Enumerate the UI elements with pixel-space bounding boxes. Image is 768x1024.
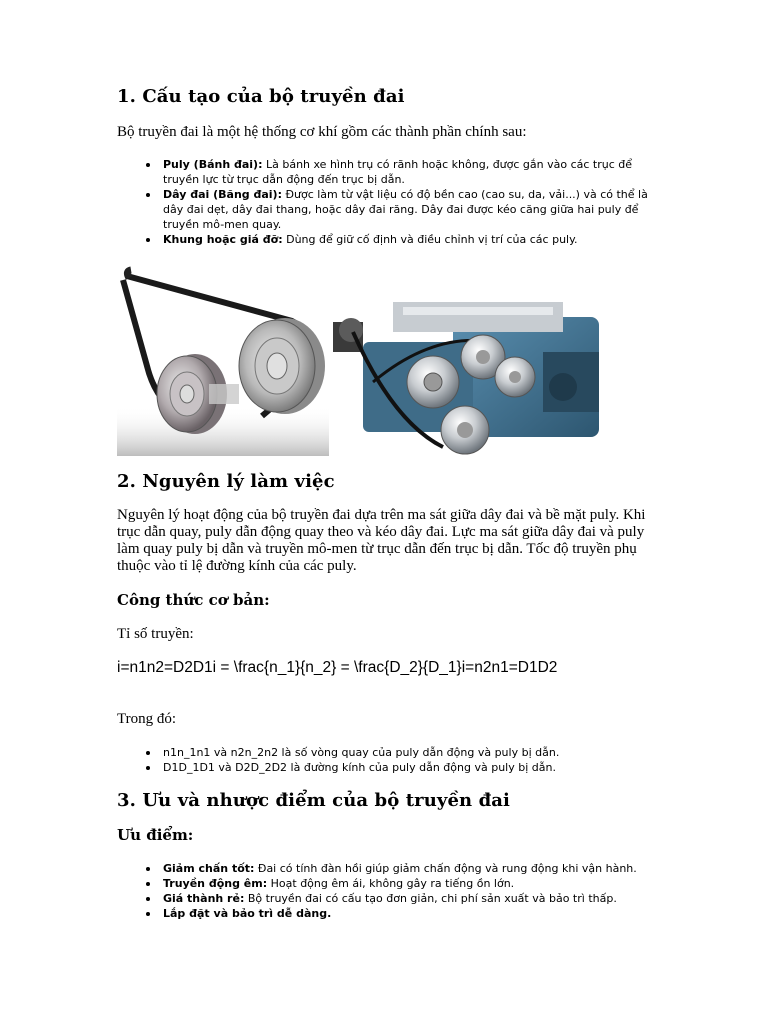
formula-heading: Công thức cơ bản:: [117, 591, 270, 609]
list-item: [143, 232, 663, 247]
item-term: Giá thành rẻ:: [163, 892, 245, 905]
ratio-formula: i=n1n2=D2D1i = \frac{n_1}{n_2} = \frac{D_2}{D_1}i=n2n1=D1D2: [117, 659, 558, 676]
item-term: Khung hoặc giá đỡ:: [163, 233, 283, 246]
item-term: Dây đai (Băng đai):: [163, 188, 282, 201]
item-term: Giảm chấn tốt:: [163, 862, 255, 875]
list-item: [143, 187, 663, 232]
belt-pulley-illustration: [117, 266, 329, 456]
item-term: Lắp đặt và bảo trì dễ dàng.: [163, 907, 332, 920]
section-1-heading: 1. Cấu tạo của bộ truyền đai: [117, 86, 405, 107]
components-list: [143, 157, 663, 247]
ratio-label: Tỉ số truyền:: [117, 626, 194, 642]
advantages-list: [143, 861, 663, 921]
advantages-heading: Ưu điểm:: [117, 826, 194, 844]
item-text: Bộ truyền đai có cấu tạo đơn giản, chi phí sản xuất và bảo trì thấp.: [244, 892, 617, 905]
item-term: Puly (Bánh đai):: [163, 158, 263, 171]
item-text: Hoạt động êm ái, không gây ra tiếng ồn lớn.: [267, 877, 515, 890]
where-label: Trong đó:: [117, 711, 177, 727]
section-2-body: Nguyên lý hoạt động của bộ truyền đai dựa trên ma sát giữa dây đai và bề mặt puly. Khi trục dẫn quay, puly dẫn động quay theo và kéo dây đai. Lực ma sát giữa dây đai và puly làm quay puly bị dẫn và truyền mô-men từ trục dẫn đến trục bị dẫn. Tốc độ truyền phụ thuộc vào tỉ lệ đường kính của các puly.: [117, 507, 646, 574]
list-item: [143, 891, 663, 906]
item-text: Đai có tính đàn hồi giúp giảm chấn động và rung động khi vận hành.: [254, 862, 637, 875]
section-2-heading: 2. Nguyên lý làm việc: [117, 471, 335, 492]
item-text: Là bánh xe hình trụ có rãnh hoặc không, được gắn vào các trục để truyền lực từ trục dẫn động đến trục bị dẫn.: [163, 158, 633, 186]
section-3-heading: 3. Ưu và nhược điểm của bộ truyền đai: [117, 790, 510, 811]
list-item: [143, 876, 663, 891]
list-item: D1D_1D1 và D2D_2D2 là đường kính của puly dẫn động và puly bị dẫn.: [143, 760, 663, 775]
list-item: [143, 906, 663, 921]
engine-pulleys-illustration: [333, 302, 599, 457]
list-item: [143, 861, 663, 876]
list-item: n1n_1n1 và n2n_2n2 là số vòng quay của puly dẫn động và puly bị dẫn.: [143, 745, 663, 760]
item-text: Dùng để giữ cố định và điều chỉnh vị trí của các puly.: [282, 233, 578, 246]
section-1-intro: Bộ truyền đai là một hệ thống cơ khí gồm các thành phần chính sau:: [117, 124, 527, 140]
list-item: [143, 157, 663, 187]
item-term: Truyền động êm:: [163, 877, 268, 890]
symbols-list: [143, 745, 663, 775]
item-text: Được làm từ vật liệu có độ bền cao (cao su, da, vải...) và có thể là dây đai dẹt, dây đai thang, hoặc dây đai răng. Dây đai được kéo căng giữa hai puly để truyền mô-men quay.: [163, 188, 648, 231]
